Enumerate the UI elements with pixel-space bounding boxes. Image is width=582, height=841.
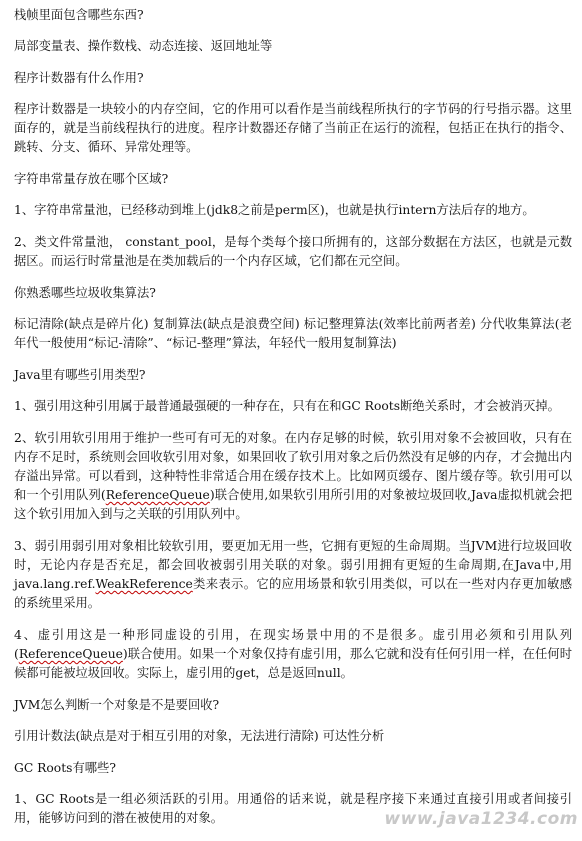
reference-queue-term: ReferenceQueue [105,488,210,502]
answer-weak-reference [14,537,572,613]
answer-gc-algorithms: 标记清除(缺点是碎片化) 复制算法(缺点是浪费空间) 标记整理算法(效率比前两者差) 分代收集算法(老年代一般使用“标记-清除”、“标记-整理”算法，年轻代一般用复制算法) [14,317,572,350]
soft-reference-text-b: )联合使用,如果软引用所引用的对象被垃圾回收,Java虚拟机就会把这个软引用加入到与之关联的引用队列中。 [14,488,572,521]
answer-jvm-gc-judgment: 引用计数法(缺点是对于相互引用的对象，无法进行清除) 可达性分析 [14,729,385,743]
question-gc-algorithms: 你熟悉哪些垃圾收集算法? [14,286,156,300]
question-jvm-gc-judgment: JVM怎么判断一个对象是不是要回收? [14,698,220,712]
answer-strong-reference: 1、强引用这种引用属于最普通最强硬的一种存在，只有在和GC Roots断绝关系时，才会被消灭掉。 [14,399,560,413]
answer-phantom-reference [14,626,572,683]
answer-class-constant-pool: 2、类文件常量池， constant_pool，是每个类每个接口所拥有的，这部分数据在方法区，也就是元数据区。而运行时常量池是在类加载后的一个内存区域，它们都在元空间。 [14,235,572,268]
question-program-counter: 程序计数器有什么作用? [14,71,144,85]
answer-stack-frame: 局部变量表、操作数栈、动态连接、返回地址等 [14,39,273,53]
question-reference-types: Java里有哪些引用类型? [14,368,146,382]
answer-string-pool: 1、字符串常量池，已经移动到堆上(jdk8之前是perm区)，也就是执行intern方法后存的地方。 [14,203,535,217]
site-watermark: www.java1234.com [384,809,578,829]
question-gc-roots: GC Roots有哪些? [14,761,116,775]
reference-queue-term-2: ReferenceQueue [18,647,123,661]
answer-gc-roots: 1、GC Roots是一组必须活跃的引用。用通俗的话来说，就是程序接下来通过直接引用或者间接引用，能够访问到的潜在被使用的对象。 [14,792,572,825]
question-stack-frame: 栈帧里面包含哪些东西? [14,8,144,22]
phantom-reference-text-a: 4、虚引用这是一种形同虚设的引用，在现实场景中用的不是很多。虚引用必须和引用队列( [14,628,572,661]
weak-reference-text-b: 类来表示。它的应用场景和软引用类似，可以在一些对内存更加敏感的系统里采用。 [14,577,572,610]
question-string-constants: 字符串常量存放在哪个区域? [14,172,169,186]
phantom-reference-text-b: )联合使用。如果一个对象仅持有虚引用，那么它就和没有任何引用一样，在任何时候都可能被垃圾回收。实际上，虚引用的get，总是返回null。 [14,647,572,680]
weak-reference-term: WeakReference [95,577,193,591]
answer-program-counter: 程序计数器是一块较小的内存空间，它的作用可以看作是当前线程所执行的字节码的行号指示器。这里面存的，就是当前线程执行的进度。程序计数器还存储了当前正在运行的流程，包括正在执行的指令、跳转、分支、循环、异常处理等。 [14,102,572,154]
answer-soft-reference [14,429,572,524]
document-body [14,6,572,841]
soft-reference-text-a: 2、软引用软引用用于维护一些可有可无的对象。在内存足够的时候，软引用对象不会被回收，只有在内存不足时，系统则会回收软引用对象，如果回收了软引用对象之后仍然没有足够的内存，才会抛出内存溢出异常。可以看到，这种特性非常适合用在缓存技术上。比如网页缓存、图片缓存等。软引用可以和一个引用队列( [14,431,572,502]
weak-reference-text-a: 3、弱引用弱引用对象相比较软引用，要更加无用一些，它拥有更短的生命周期。当JVM进行垃圾回收时，无论内存是否充足，都会回收被弱引用关联的对象。弱引用拥有更短的生命周期,在Java中,用java.lang.ref. [14,539,572,591]
